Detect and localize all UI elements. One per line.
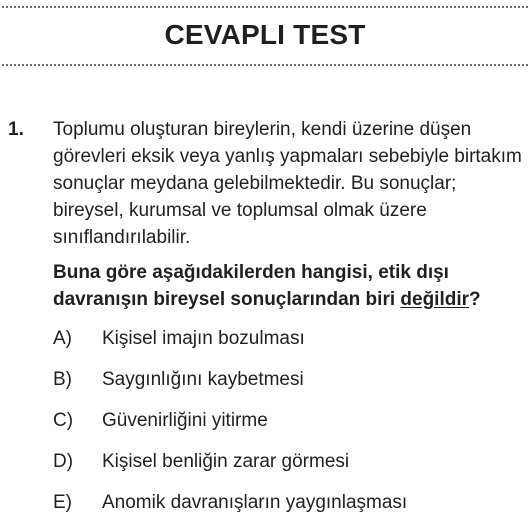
question-body — [53, 116, 523, 530]
page-title: CEVAPLI TEST — [164, 19, 366, 50]
header-bottom-rule — [2, 64, 528, 66]
option-text: Saygınlığını kaybetmesi — [102, 369, 304, 390]
question-prompt — [53, 259, 523, 313]
question-number: 1. — [8, 119, 24, 140]
answer-options — [53, 325, 523, 530]
option-letter: A) — [53, 328, 72, 349]
option-d[interactable] — [53, 448, 523, 489]
option-e[interactable] — [53, 489, 523, 530]
option-letter: B) — [53, 369, 72, 390]
option-b[interactable] — [53, 366, 523, 407]
option-text: Anomik davranışların yaygınlaşması — [102, 492, 408, 513]
header-top-rule — [2, 6, 528, 8]
question-prompt-end: ? — [469, 289, 481, 310]
option-text: Kişisel benliğin zarar görmesi — [102, 451, 350, 472]
option-text: Güvenirliğini yitirme — [102, 410, 268, 431]
option-letter: D) — [53, 451, 74, 472]
option-c[interactable] — [53, 407, 523, 448]
page-header — [0, 0, 530, 70]
question-prompt-text: Buna göre aşağıdakilerden hangisi, etik dışı davranışın bireysel sonuçlarından biri — [53, 262, 449, 310]
question-prompt-emphasis: değildir — [400, 289, 470, 310]
question-stem: Toplumu oluşturan bireylerin, kendi üzerine düşen görevleri eksik veya yanlış yapmaları sebebiyle birtakım sonuçlar meydana gelebilmektedir. Bu sonuçlar; bireysel, kurumsal ve toplumsal olmak üzere sınıflandırılabilir. — [53, 119, 522, 248]
option-text: Kişisel imajın bozulması — [102, 328, 305, 349]
option-a[interactable] — [53, 325, 523, 366]
option-letter: C) — [53, 410, 74, 431]
option-letter: E) — [53, 492, 72, 513]
